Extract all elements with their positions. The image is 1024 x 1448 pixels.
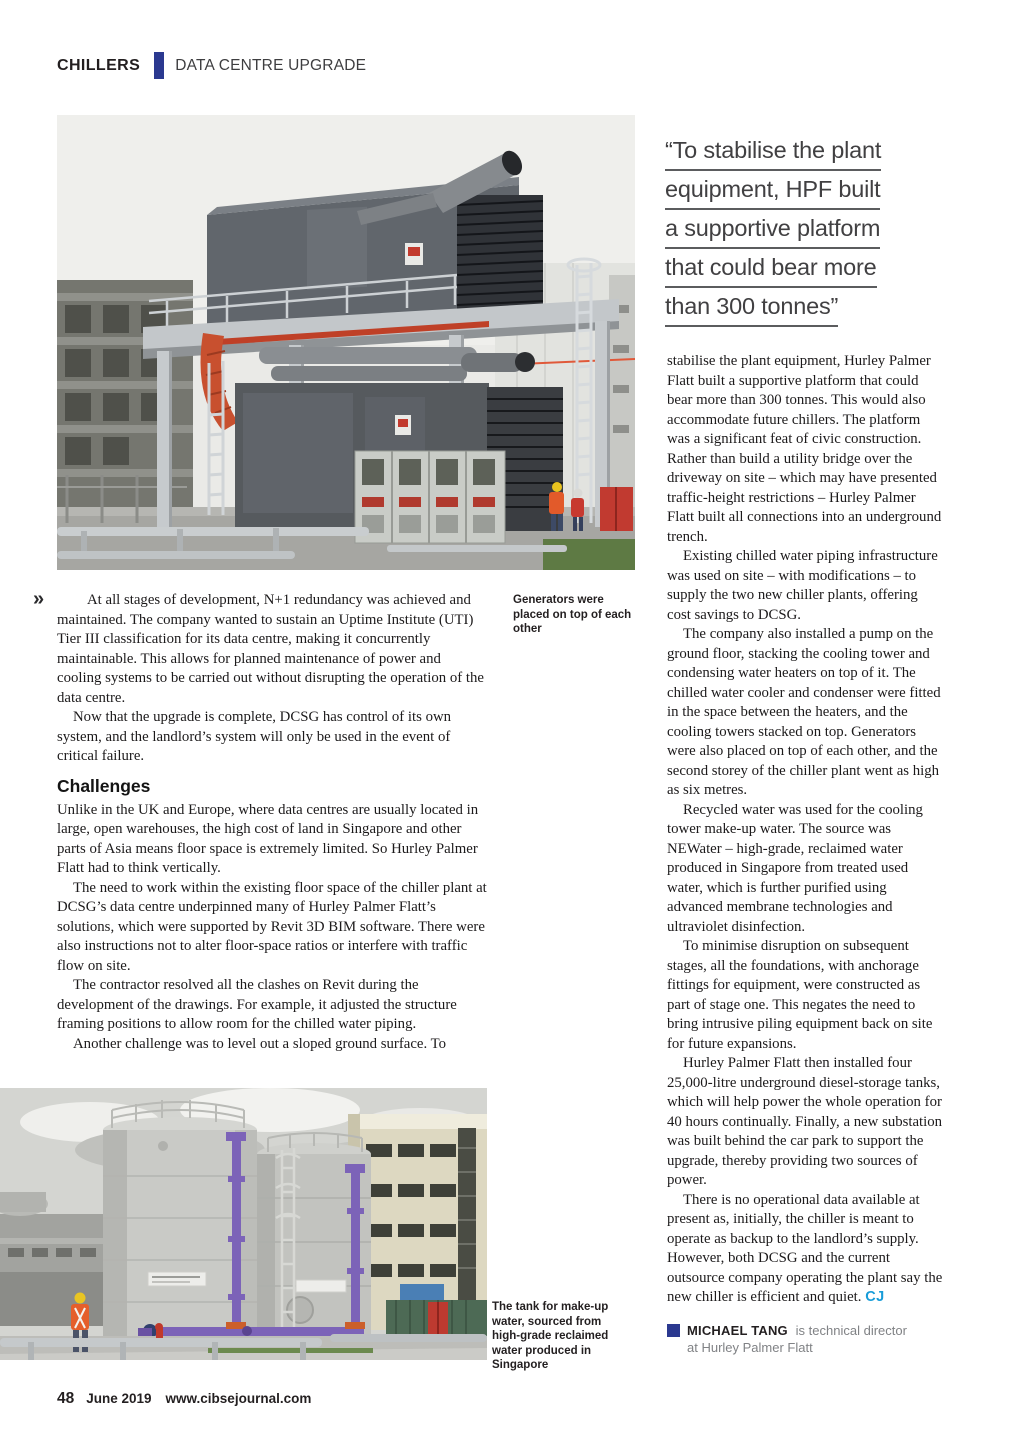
paragraph: Another challenge was to level out a sloped ground surface. To	[73, 1035, 447, 1052]
continuation-marker: »	[33, 588, 45, 610]
author-role: is technical director	[795, 1323, 907, 1338]
water-tank-photo	[0, 1088, 487, 1360]
pull-quote-line: equipment, HPF built	[665, 177, 880, 210]
page-number: 48	[57, 1390, 75, 1407]
pull-quote-line: than 300 tonnes”	[665, 294, 838, 327]
author-bullet-square	[667, 1324, 680, 1337]
paragraph: Unlike in the UK and Europe, where data centres are usually located in large, open warehouses, the high cost of land in Singapore and other parts of Asia means floor space is extremely limited. So Hurley Palmer Flatt had to think vertically.	[57, 801, 479, 876]
author-credit	[667, 1322, 957, 1356]
pull-quote-line: a supportive platform	[665, 216, 880, 249]
journal-url: www.cibsejournal.com	[165, 1391, 312, 1406]
paragraph: stabilise the plant equipment, Hurley Palmer Flatt built a supportive platform that could bear more than 300 tonnes. This would also accommodate future chillers. The platform was a significant feat of civic construction. Rather than build a utility bridge over the driveway on site – which may have presented traffic-height restrictions – Hurley Palmer Flatt built all connections into an underground trench.	[667, 353, 942, 545]
pull-quote-line: “To stabilise the plant	[665, 138, 881, 171]
author-name: MICHAEL TANG	[687, 1323, 792, 1338]
page-header	[57, 52, 366, 79]
generators-photo	[57, 115, 635, 570]
paragraph: To minimise disruption on subsequent stages, all the foundations, with anchorage fittings for equipment, were constructed as part of stage one. This negates the need to bring intrusive piling equipment back on site for future expansions.	[667, 938, 933, 1052]
generators-photo-illustration	[57, 115, 635, 570]
author-affiliation: at Hurley Palmer Flatt	[687, 1340, 813, 1355]
paragraph: Hurley Palmer Flatt then installed four 25,000-litre underground diesel-storage tanks, which will help power the whole operation for 40 hours continually. Finally, a new substation was built behind the car park to support the upgrade, thereby providing two sources of power.	[667, 1055, 943, 1188]
paragraph: The company also installed a pump on the ground floor, stacking the cooling tower and condensing water heaters on top of it. The chilled water cooler and condenser were fitted in the space between the heaters, and the cooling towers stacked on top. Generators were also placed on top of each other, and the second storey of the chiller plant went as high as six metres.	[667, 626, 941, 798]
left-column	[33, 588, 487, 1054]
section-title: CHILLERS	[57, 56, 141, 74]
paragraph	[667, 1191, 945, 1308]
paragraph: Existing chilled water piping infrastructure was used on site – with modifications – to supply the two new chiller plants, offering cost savings to DCSG.	[667, 548, 938, 623]
article-topic: DATA CENTRE UPGRADE	[175, 56, 367, 74]
right-column	[667, 352, 945, 1308]
paragraph: The contractor resolved all the clashes on Revit during the development of the drawings. For example, it adjusted the structure framing positions to allow room for the chilled water piping.	[57, 977, 457, 1032]
end-of-article-mark: CJ	[865, 1289, 885, 1305]
water-tank-photo-illustration	[0, 1088, 487, 1360]
generators-photo-caption: Generators were placed on top of each other	[513, 594, 632, 635]
paragraph: Recycled water was used for the cooling tower make-up water. The source was NEWater – high-grade, reclaimed water produced in Singapore from treated used water, which is further purified using advanced membrane technologies and ultraviolet disinfection.	[667, 801, 923, 935]
section-divider-bar	[154, 52, 164, 79]
author-text	[687, 1322, 907, 1339]
closing-paragraph-text: There is no operational data available at present as, initially, the chiller is meant to operate as backup to the landlord’s supply. However, both DCSG and the current outsource company operating the plant say the new chiller is efficient and quiet.	[667, 1191, 943, 1305]
paragraph: At all stages of development, N+1 redundancy was achieved and maintained. The company wanted to sustain an Uptime Institute (UTI) Tier III classification for its data centre, making it concurrently maintainable. This allows for planned maintenance of power and cooling systems to be carried out without disrupting the operation of the data centre.	[57, 592, 484, 706]
challenges-heading: Challenges	[57, 775, 151, 796]
page-footer	[57, 1390, 311, 1408]
tank-photo-caption: The tank for make-up water, sourced from high-grade reclaimed water produced in Singapore	[492, 1301, 609, 1371]
issue-date: June 2019	[86, 1391, 152, 1406]
paragraph: The need to work within the existing floor space of the chiller plant at DCSG’s data centre underpinned many of Hurley Palmer Flatt’s solutions, which were supported by Revit 3D BIM software. There were also instructions not to alter floor-space ratios or interfere with traffic flow on site.	[57, 879, 487, 974]
pull-quote	[665, 138, 935, 333]
pull-quote-line: that could bear more	[665, 255, 877, 288]
paragraph: Now that the upgrade is complete, DCSG has control of its own system, and the landlord’s system will only be used in the event of critical failure.	[57, 709, 452, 764]
